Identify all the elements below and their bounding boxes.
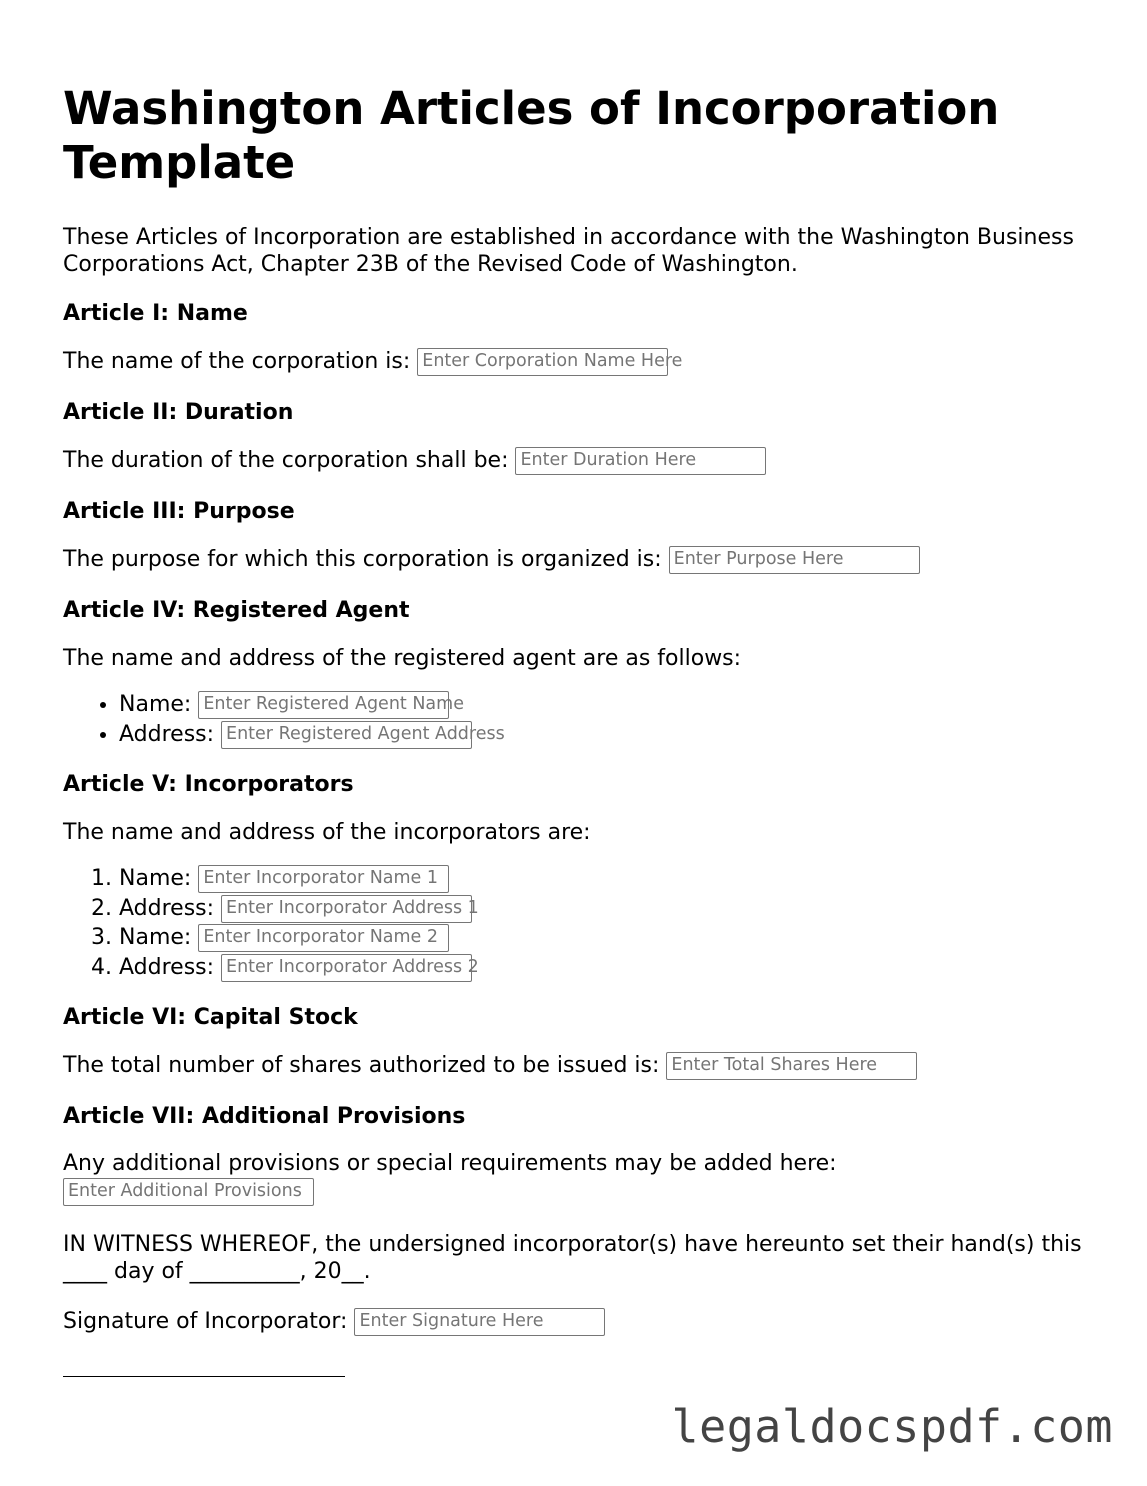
article-3-text: The purpose for which this corporation is organized is: [63,547,662,572]
list-item [119,690,1103,720]
list-item [119,923,1103,953]
list-item [119,953,1103,983]
provisions-field-wrap [63,1178,1103,1207]
duration-input[interactable]: Enter Duration Here [515,447,766,475]
article-2-text-line [63,446,1103,476]
incorporators-list [63,864,1103,982]
incorporator-1-address-label: Address: [119,895,215,921]
incorporator-1-address-input[interactable]: Enter Incorporator Address 1 [221,895,472,923]
corporation-name-input[interactable]: Enter Corporation Name Here [417,348,668,376]
article-6-heading: Article VI: Capital Stock [63,1005,358,1030]
article-6-text: The total number of shares authorized to be issued is: [63,1053,660,1078]
article-6-text-line [63,1051,1103,1081]
article-3-text-line [63,545,1103,575]
agent-name-input[interactable]: Enter Registered Agent Name [198,691,449,719]
article-2-heading: Article II: Duration [63,400,294,425]
list-item [119,720,1103,750]
additional-provisions-input[interactable]: Enter Additional Provisions [63,1178,314,1206]
article-7-heading: Article VII: Additional Provisions [63,1104,466,1129]
incorporator-2-name-input[interactable]: Enter Incorporator Name 2 [198,924,449,952]
watermark: legaldocspdf.com [671,1400,1113,1453]
article-3-heading: Article III: Purpose [63,499,295,524]
article-4-heading: Article IV: Registered Agent [63,598,410,623]
article-7-text: Any additional provisions or special requirements may be added here: [63,1151,837,1176]
intro-paragraph: These Articles of Incorporation are established in accordance with the Washington Business Corporations Act, Chapter 23B of the Revised Code of Washington. [63,225,1074,277]
agent-address-input[interactable]: Enter Registered Agent Address [221,721,472,749]
page-title: Washington Articles of Incorporation Template [63,82,1000,189]
list-item [119,864,1103,894]
total-shares-input[interactable]: Enter Total Shares Here [666,1052,917,1080]
agent-name-label: Name: [119,692,192,717]
article-5-heading: Article V: Incorporators [63,772,354,797]
document [63,0,1103,1377]
incorporator-2-address-label: Address: [119,954,215,980]
article-5-text: The name and address of the incorporators are: [63,820,591,845]
article-1-text-line [63,347,1103,377]
agent-address-label: Address: [119,721,215,747]
witness-clause: IN WITNESS WHEREOF, the undersigned incorporator(s) have hereunto set their hand(s) this ____ day of __________, 20__. [63,1232,1082,1284]
incorporator-1-name-label: Name: [119,866,192,891]
article-4-text: The name and address of the registered agent are as follows: [63,646,742,671]
incorporator-2-name-label: Name: [119,925,192,950]
signature-input[interactable]: Enter Signature Here [354,1308,605,1336]
list-item [119,894,1103,924]
registered-agent-list [63,690,1103,749]
article-2-text: The duration of the corporation shall be: [63,448,509,473]
signature-rule [63,1376,345,1377]
incorporator-2-address-input[interactable]: Enter Incorporator Address 2 [221,954,472,982]
signature-label: Signature of Incorporator: [63,1309,348,1334]
article-1-heading: Article I: Name [63,301,248,326]
signature-line [63,1307,1103,1337]
article-1-text: The name of the corporation is: [63,349,411,374]
incorporator-1-name-input[interactable]: Enter Incorporator Name 1 [198,865,449,893]
purpose-input[interactable]: Enter Purpose Here [669,546,920,574]
